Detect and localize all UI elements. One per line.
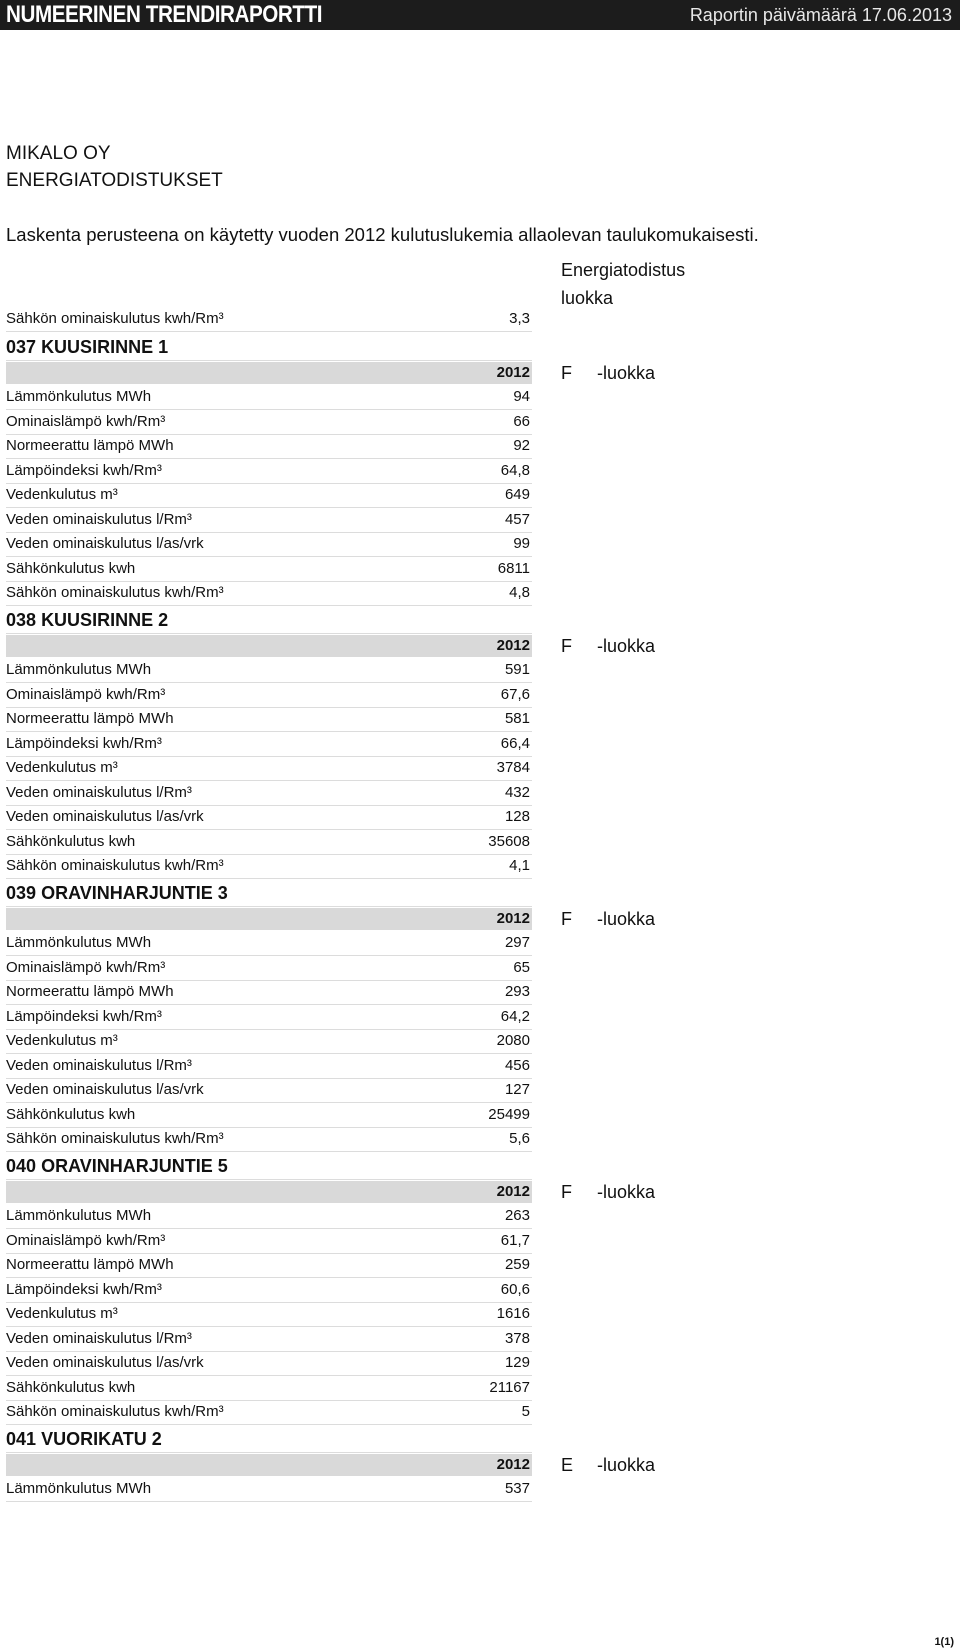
table-row — [6, 1204, 532, 1229]
table-row — [6, 1278, 532, 1303]
table-row — [6, 756, 532, 781]
table-row — [6, 854, 532, 879]
row-value: 128 — [504, 808, 530, 825]
table-row — [6, 557, 532, 582]
section-code: 041 — [6, 1429, 37, 1449]
energy-class-suffix: -luokka — [597, 363, 656, 383]
table-row — [6, 1127, 532, 1152]
row-value: 66 — [513, 412, 530, 430]
energy-class — [561, 907, 655, 931]
page-number: 1(1) — [934, 1636, 954, 1648]
row-value: 5 — [521, 1403, 530, 1420]
row-value: 65 — [513, 958, 530, 976]
row-label: Normeerattu lämpö MWh — [6, 710, 174, 727]
row-label: Veden ominaiskulutus l/Rm³ — [6, 510, 192, 528]
energy-class-suffix: -luokka — [597, 636, 656, 656]
row-value: 6811 — [497, 559, 530, 577]
row-label: Lämmönkulutus MWh — [6, 388, 152, 405]
table-row — [6, 980, 532, 1005]
row-label: Sähkönkulutus kwh — [6, 832, 136, 850]
table-row — [6, 508, 532, 533]
row-label: Normeerattu lämpö MWh — [6, 983, 174, 1000]
row-value: 25499 — [488, 1105, 530, 1123]
row-label: Ominaislämpö kwh/Rm³ — [6, 685, 166, 703]
row-label: Veden ominaiskulutus l/Rm³ — [6, 1329, 192, 1347]
row-value: 432 — [504, 783, 530, 801]
table-row — [6, 1327, 532, 1352]
row-value: 3,3 — [509, 310, 530, 327]
year-label: 2012 — [496, 910, 530, 927]
report-header — [0, 0, 960, 30]
table-row — [6, 1103, 532, 1128]
year-label: 2012 — [496, 1183, 530, 1200]
report-date: Raportin päivämäärä 17.06.2013 — [689, 5, 952, 25]
class-header-line-1: Energiatodistus — [561, 260, 686, 280]
energy-class-letter: F — [561, 363, 572, 383]
row-label: Sähkönkulutus kwh — [6, 1378, 136, 1396]
row-label: Veden ominaiskulutus l/as/vrk — [6, 1354, 204, 1371]
section-title — [6, 1153, 532, 1180]
energy-class — [561, 1180, 655, 1204]
energy-class-suffix: -luokka — [597, 1455, 656, 1475]
row-label: Lämmönkulutus MWh — [6, 934, 152, 951]
table-row — [6, 658, 532, 683]
row-value: 263 — [504, 1207, 530, 1224]
row-value: 67,6 — [500, 685, 530, 703]
table-row — [6, 683, 532, 708]
row-value: 297 — [504, 934, 530, 951]
section-name: KUUSIRINNE 2 — [41, 610, 169, 630]
row-value: 60,6 — [500, 1280, 530, 1298]
section-code: 040 — [6, 1156, 37, 1176]
row-label: Veden ominaiskulutus l/as/vrk — [6, 535, 204, 552]
section-name: ORAVINHARJUNTIE 5 — [41, 1156, 228, 1176]
energy-class-letter: E — [561, 1455, 574, 1475]
report-title: NUMEERINEN TRENDIRAPORTTI — [6, 1, 323, 28]
company-subtitle: ENERGIATODISTUKSET — [6, 170, 223, 191]
table-row — [6, 483, 532, 508]
table-row — [6, 732, 532, 757]
table-row — [6, 410, 532, 435]
table-row — [6, 956, 532, 981]
table-row — [6, 581, 532, 606]
row-value: 456 — [504, 1056, 530, 1074]
table-row — [6, 385, 532, 410]
row-value: 591 — [504, 661, 530, 678]
row-label: Vedenkulutus m³ — [6, 1032, 118, 1049]
year-label: 2012 — [496, 637, 530, 654]
row-value: 457 — [504, 510, 530, 528]
table-row — [6, 434, 532, 459]
row-value: 293 — [504, 983, 530, 1000]
row-label: Lämmönkulutus MWh — [6, 1207, 152, 1224]
row-value: 94 — [513, 388, 530, 405]
table-row — [6, 1351, 532, 1376]
energy-class-letter: F — [561, 1182, 572, 1202]
section-title — [6, 880, 532, 907]
energy-class — [561, 1453, 655, 1477]
row-value: 66,4 — [500, 734, 530, 752]
row-value: 61,7 — [500, 1231, 530, 1249]
section-title — [6, 1426, 532, 1453]
table-row — [6, 1029, 532, 1054]
row-value: 129 — [504, 1354, 530, 1371]
section-code: 037 — [6, 337, 37, 357]
section-name: VUORIKATU 2 — [41, 1429, 162, 1449]
row-label: Veden ominaiskulutus l/Rm³ — [6, 783, 192, 801]
row-label: Sähkön ominaiskulutus kwh/Rm³ — [6, 1403, 224, 1420]
row-value: 64,2 — [500, 1007, 530, 1025]
row-value: 537 — [504, 1480, 530, 1497]
energy-class — [561, 634, 655, 658]
row-label: Lämpöindeksi kwh/Rm³ — [6, 734, 162, 752]
table-row — [6, 830, 532, 855]
table-row — [6, 781, 532, 806]
table-row — [6, 1078, 532, 1103]
row-value: 92 — [513, 437, 530, 454]
section-title — [6, 607, 532, 634]
section-name: ORAVINHARJUNTIE 3 — [41, 883, 228, 903]
row-label: Lämpöindeksi kwh/Rm³ — [6, 1280, 162, 1298]
row-label: Sähkön ominaiskulutus kwh/Rm³ — [6, 1130, 224, 1147]
row-value: 378 — [504, 1329, 530, 1347]
energy-class-letter: F — [561, 909, 572, 929]
year-header-bar — [6, 908, 532, 930]
row-label: Sähkönkulutus kwh — [6, 1105, 136, 1123]
company-name: MIKALO OY — [6, 143, 111, 164]
section-name: KUUSIRINNE 1 — [41, 337, 169, 357]
row-label: Sähkön ominaiskulutus kwh/Rm³ — [6, 310, 224, 327]
table-row — [6, 1376, 532, 1401]
row-value: 4,1 — [509, 857, 530, 874]
row-label: Ominaislämpö kwh/Rm³ — [6, 412, 166, 430]
energy-class-suffix: -luokka — [597, 909, 656, 929]
row-value: 64,8 — [500, 461, 530, 479]
class-header-line-2: luokka — [561, 288, 614, 308]
table-row — [6, 1400, 532, 1425]
row-value: 581 — [504, 710, 530, 727]
section-code: 039 — [6, 883, 37, 903]
year-header-bar — [6, 1454, 532, 1476]
year-header-bar — [6, 635, 532, 657]
row-label: Sähkön ominaiskulutus kwh/Rm³ — [6, 857, 224, 874]
row-label: Veden ominaiskulutus l/as/vrk — [6, 1081, 204, 1098]
table-row — [6, 1302, 532, 1327]
year-label: 2012 — [496, 1456, 530, 1473]
row-label: Sähkönkulutus kwh — [6, 559, 136, 577]
top-summary-row — [6, 307, 532, 332]
table-row — [6, 532, 532, 557]
row-value: 259 — [504, 1256, 530, 1273]
table-row — [6, 805, 532, 830]
row-label: Veden ominaiskulutus l/Rm³ — [6, 1056, 192, 1074]
row-label: Vedenkulutus m³ — [6, 486, 118, 503]
year-label: 2012 — [496, 364, 530, 381]
intro-text: Laskenta perusteena on käytetty vuoden 2012 kulutuslukemia allaolevan taulukomukaisesti. — [6, 224, 759, 245]
row-label: Lämmönkulutus MWh — [6, 1480, 152, 1497]
row-label: Normeerattu lämpö MWh — [6, 1256, 174, 1273]
row-value: 1616 — [496, 1305, 530, 1322]
table-row — [6, 459, 532, 484]
energy-class-letter: F — [561, 636, 572, 656]
row-label: Lämpöindeksi kwh/Rm³ — [6, 461, 162, 479]
row-value: 99 — [513, 535, 530, 552]
row-label: Veden ominaiskulutus l/as/vrk — [6, 808, 204, 825]
section-code: 038 — [6, 610, 37, 630]
class-column-header — [561, 256, 685, 312]
energy-class — [561, 361, 655, 385]
table-row — [6, 1229, 532, 1254]
row-value: 35608 — [488, 832, 530, 850]
table-row — [6, 1477, 532, 1502]
row-label: Ominaislämpö kwh/Rm³ — [6, 1231, 166, 1249]
row-label: Normeerattu lämpö MWh — [6, 437, 174, 454]
row-label: Sähkön ominaiskulutus kwh/Rm³ — [6, 584, 224, 601]
year-header-bar — [6, 1181, 532, 1203]
row-value: 5,6 — [509, 1130, 530, 1147]
row-label: Lämmönkulutus MWh — [6, 661, 152, 678]
table-row — [6, 931, 532, 956]
table-row — [6, 707, 532, 732]
year-header-bar — [6, 362, 532, 384]
row-value: 4,8 — [509, 584, 530, 601]
row-value: 649 — [504, 486, 530, 503]
table-row — [6, 1005, 532, 1030]
row-value: 127 — [504, 1081, 530, 1098]
row-value: 21167 — [489, 1378, 530, 1396]
row-value: 3784 — [496, 759, 530, 776]
table-row — [6, 1253, 532, 1278]
table-row — [6, 1054, 532, 1079]
row-label: Vedenkulutus m³ — [6, 759, 118, 776]
company-block — [6, 140, 223, 194]
energy-class-suffix: -luokka — [597, 1182, 656, 1202]
row-label: Ominaislämpö kwh/Rm³ — [6, 958, 166, 976]
row-label: Vedenkulutus m³ — [6, 1305, 118, 1322]
row-label: Lämpöindeksi kwh/Rm³ — [6, 1007, 162, 1025]
section-title — [6, 334, 532, 361]
row-value: 2080 — [496, 1032, 530, 1049]
